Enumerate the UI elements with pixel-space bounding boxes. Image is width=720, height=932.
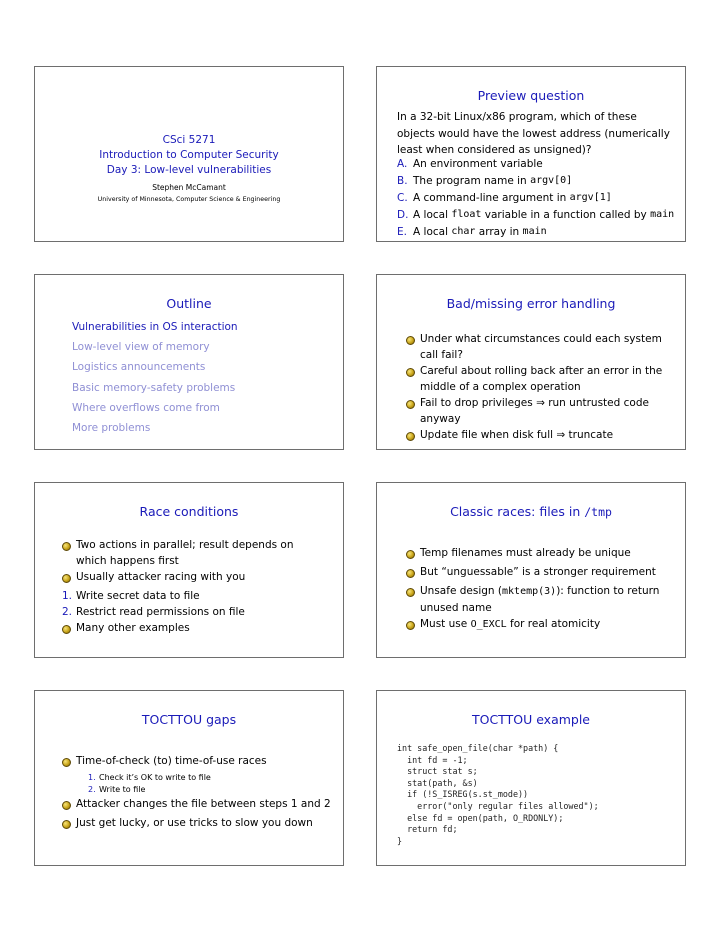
answer-options <box>397 155 679 240</box>
outline-list <box>72 321 238 442</box>
bullet-icon <box>406 400 415 409</box>
slide-heading: Preview question <box>477 88 585 103</box>
outline-item: Basic memory-safety problems <box>72 381 236 394</box>
code-listing: int safe_open_file(char *path) { int fd = -1; struct stat s; stat(path, &s) if (!S_ISREG(s.st_mode)) error("only regular files allowed"); else fd = open(path, O_RDONLY); return fd; } <box>397 743 599 846</box>
bullet-icon <box>62 801 71 810</box>
slide-classic-races <box>376 482 686 658</box>
bullet-icon <box>62 574 71 583</box>
slide-heading: Outline <box>166 296 212 311</box>
slide-outline <box>34 274 344 450</box>
institution: University of Minnesota, Computer Science & Engineering <box>97 196 281 203</box>
slide-heading: Bad/missing error handling <box>446 296 616 311</box>
slide-tocttou-example <box>376 690 686 866</box>
slide-tocttou-gaps <box>34 690 344 866</box>
author: Stephen McCamant <box>152 183 226 192</box>
course-number: CSci 5271 <box>162 134 216 146</box>
bullet-item: Under what circumstances could each system call fail? <box>406 331 673 363</box>
slide-heading: Classic races: files in /tmp <box>450 504 612 519</box>
outline-item: Where overflows come from <box>72 401 220 414</box>
outline-item: Logistics announcements <box>72 361 206 374</box>
bullet-item: Unsafe design (mktemp(3)): function to return unused name <box>406 583 675 616</box>
bullet-item: Attacker changes the file between steps 1 and 2 <box>62 796 333 815</box>
option-b: B. The program name in argv[0] <box>397 174 573 187</box>
bullet-item: Usually attacker racing with you <box>62 569 321 588</box>
bullet-icon <box>406 368 415 377</box>
slide-heading: TOCTTOU gaps <box>141 712 237 727</box>
numbered-item: 1. Write secret data to file <box>62 590 200 602</box>
lecture-title: Day 3: Low-level vulnerabilities <box>106 164 272 176</box>
option-e: E. A local char array in main <box>397 225 547 238</box>
course-title: Introduction to Computer Security <box>99 149 279 161</box>
slide-title <box>34 66 344 242</box>
bullet-icon <box>62 820 71 829</box>
sub-step: 2. Write to file <box>88 785 146 794</box>
bullet-item: Time-of-check (to) time-of-use races <box>62 753 333 772</box>
bullet-icon <box>62 625 71 634</box>
bullet-item: But “unguessable” is a stronger requirement <box>406 564 675 583</box>
slide-heading: TOCTTOU example <box>471 712 591 727</box>
bullet-icon <box>406 569 415 578</box>
bullet-item: Must use O_EXCL for real atomicity <box>406 616 675 635</box>
bullet-list <box>406 545 675 635</box>
bullet-item: Careful about rolling back after an error in the middle of a complex operation <box>406 363 673 395</box>
bullet-icon <box>406 550 415 559</box>
option-a: A. An environment variable <box>397 157 543 170</box>
outline-item: More problems <box>72 421 151 434</box>
outline-item-current: Vulnerabilities in OS interaction <box>72 321 238 333</box>
bullet-icon <box>406 621 415 630</box>
bullet-list <box>62 753 333 834</box>
slide-error-handling <box>376 274 686 450</box>
option-d: D. A local float variable in a function called by main <box>397 208 675 221</box>
title-block <box>35 133 343 203</box>
bullet-item: Update file when disk full ⇒ truncate <box>406 427 673 446</box>
sub-step: 1. Check it’s OK to write to file <box>88 773 211 782</box>
bullet-icon <box>406 336 415 345</box>
slide-preview-question <box>376 66 686 242</box>
bullet-item: Just get lucky, or use tricks to slow you down <box>62 815 333 834</box>
bullet-icon <box>406 588 415 597</box>
bullet-item: Temp filenames must already be unique <box>406 545 675 564</box>
bullet-item: Two actions in parallel; result depends on which happens first <box>62 537 321 569</box>
bullet-icon <box>62 542 71 551</box>
slide-race-conditions <box>34 482 344 658</box>
bullet-icon <box>62 758 71 767</box>
bullet-item: Fail to drop privileges ⇒ run untrusted code anyway <box>406 395 673 427</box>
slide-heading: Race conditions <box>139 504 239 519</box>
bullet-icon <box>406 432 415 441</box>
outline-item: Low-level view of memory <box>72 341 210 354</box>
numbered-item: 2. Restrict read permissions on file <box>62 606 245 618</box>
question-text: In a 32-bit Linux/x86 program, which of these objects would have the lowest address (numerically least when considered as unsigned)? <box>397 111 670 156</box>
bullet-list <box>406 331 673 446</box>
bullet-item: Many other examples <box>62 620 321 639</box>
option-c: C. A command-line argument in argv[1] <box>397 191 612 204</box>
bullet-list <box>62 537 321 639</box>
